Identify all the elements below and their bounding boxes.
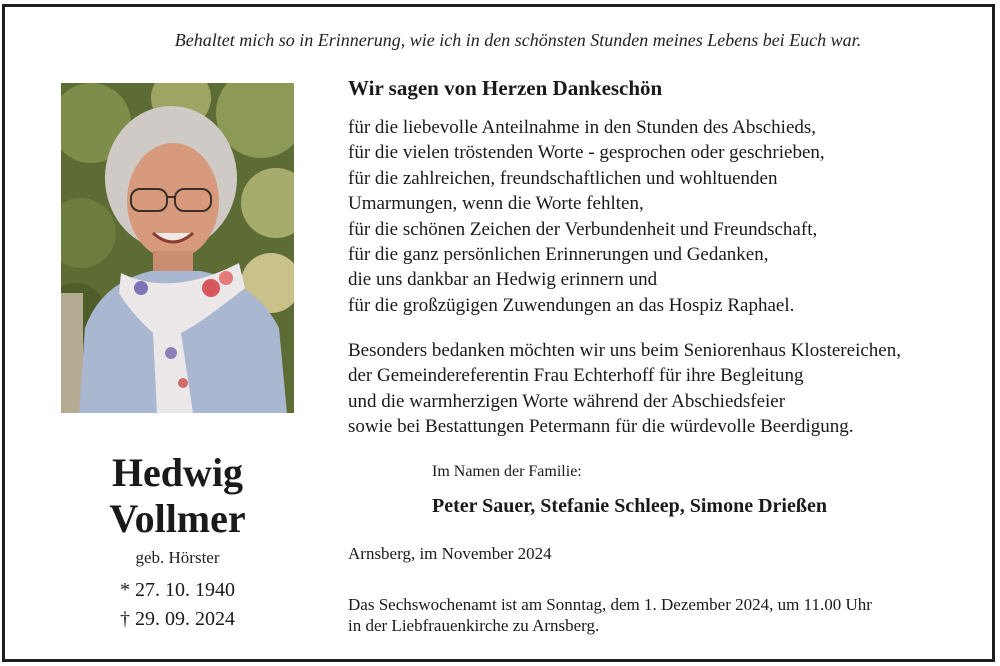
service-announcement: [348, 594, 872, 636]
thanks-line: für die großzügigen Zuwendungen an das Hospiz Raphael.: [348, 294, 795, 316]
death-date: † 29. 09. 2024: [120, 608, 235, 630]
service-line: Das Sechswochenamt ist am Sonntag, dem 1. Dezember 2024, um 11.00 Uhr: [348, 595, 872, 614]
special-thanks-paragraph: [348, 338, 901, 440]
special-thanks-line: sowie bei Bestattungen Petermann für die würdevolle Beerdigung.: [348, 416, 854, 438]
thanks-line: für die zahlreichen, freundschaftlichen und wohltuenden: [348, 167, 778, 189]
thanks-line: die uns dankbar an Hedwig erinnern und: [348, 269, 658, 291]
first-name: Hedwig: [111, 450, 244, 495]
birth-name: geb. Hörster: [135, 548, 220, 567]
thanks-line: für die vielen tröstenden Worte - gesprochen oder geschrieben,: [348, 142, 825, 164]
motto-quote: Behaltet mich so in Erinnerung, wie ich in den schönsten Stunden meines Lebens bei Euch war.: [174, 30, 862, 50]
special-thanks-line: Besonders bedanken möchten wir uns beim Seniorenhaus Klostereichen,: [348, 340, 901, 361]
life-dates: [60, 576, 295, 634]
family-names: Peter Sauer, Stefanie Schleep, Simone Drießen: [432, 495, 827, 517]
thanks-heading: Wir sagen von Herzen Dankeschön: [348, 76, 663, 100]
family-label: Im Namen der Familie:: [432, 463, 582, 480]
service-line: in der Liebfrauenkirche zu Arnsberg.: [348, 616, 600, 635]
thanks-line: Umarmungen, wenn die Worte fehlten,: [348, 193, 644, 215]
portrait-photo: [61, 83, 294, 413]
special-thanks-line: und die warmherzigen Worte während der Abschiedsfeier: [348, 390, 786, 412]
thanks-line: für die ganz persönlichen Erinnerungen und Gedanken,: [348, 244, 769, 266]
special-thanks-line: der Gemeindereferentin Frau Echterhoff für ihre Begleitung: [348, 365, 804, 387]
deceased-block: [60, 450, 295, 634]
birth-date: * 27. 10. 1940: [120, 579, 235, 601]
place-date: Arnsberg, im November 2024: [348, 544, 552, 563]
thanks-line: für die schönen Zeichen der Verbundenheit und Freundschaft,: [348, 218, 818, 240]
last-name: Vollmer: [109, 496, 246, 541]
thanks-paragraph: [348, 115, 825, 318]
thanks-line: für die liebevolle Anteilnahme in den Stunden des Abschieds,: [348, 117, 817, 138]
